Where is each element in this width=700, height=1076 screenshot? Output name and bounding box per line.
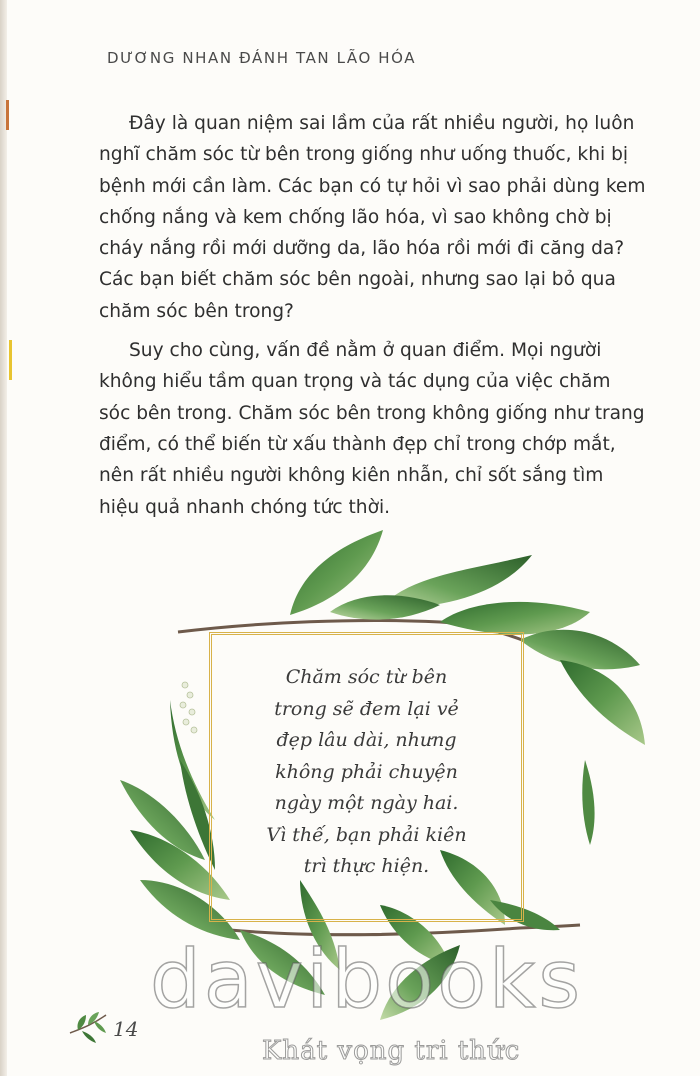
quote-line: ngày một ngày hai.	[274, 792, 459, 814]
quote-line: trì thực hiện.	[303, 855, 430, 877]
leaf-shape	[560, 660, 645, 745]
watermark-brand: davibooks	[150, 933, 584, 1026]
leaf-shape	[440, 602, 590, 635]
paragraph-2: Suy cho cùng, vấn đề nằm ở quan điểm. Mọi người không hiểu tầm quan trọng và tác dụng của việc chăm sóc bên trong. Chăm sóc bên trong không giống như trang điểm, có thể biến từ xấu thành đẹp chỉ trong chớp mắt, nên rất nhiều người không kiên nhẫn, chỉ sốt sắng tìm hiệu quả nhanh chóng tức thời.	[99, 340, 645, 518]
quote-line: trong sẽ đem lại vẻ	[274, 697, 459, 720]
quote-line: Vì thế, bạn phải kiên	[266, 823, 467, 846]
leaf-ornament-icon	[66, 1003, 110, 1047]
watermark-tagline: Khát vọng tri thức	[262, 1036, 521, 1066]
quote-line: Chăm sóc từ bên	[285, 666, 448, 688]
running-header: DƯƠNG NHAN ĐÁNH TAN LÃO HÓA	[107, 49, 417, 67]
page-number: 14	[113, 1017, 139, 1041]
leaf-shape	[582, 760, 594, 845]
flower-sprig	[180, 682, 197, 733]
quote-line: đẹp lâu dài, nhưng	[276, 729, 457, 751]
quote-line: không phải chuyện	[275, 760, 458, 783]
pull-quote	[224, 662, 509, 883]
paragraph-1: Đây là quan niệm sai lầm của rất nhiều người, họ luôn nghĩ chăm sóc từ bên trong giống như uống thuốc, khi bị bệnh mới cần làm. Các bạn có tự hỏi vì sao phải dùng kem chống nắng và kem chống lão hóa, vì sao không chờ bị cháy nắng rồi mới dưỡng da, lão hóa rồi mới đi căng da? Các bạn biết chăm sóc bên ngoài, nhưng sao lại bỏ qua chăm sóc bên trong?	[99, 113, 646, 322]
leaf-shape	[520, 630, 640, 670]
